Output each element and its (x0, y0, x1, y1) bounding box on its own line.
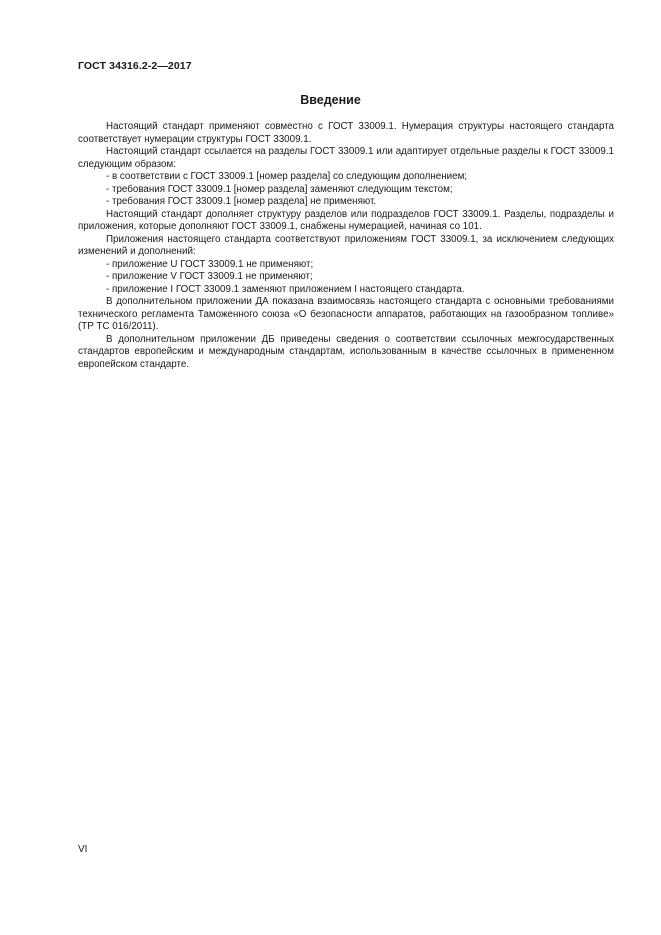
page-number: VI (78, 844, 88, 855)
list-item: - в соответствии с ГОСТ 33009.1 [номер раздела] со следующим дополнением; (106, 171, 468, 182)
body-text (78, 121, 614, 371)
list-item: - приложение U ГОСТ 33009.1 не применяют; (106, 258, 314, 270)
paragraph: Настоящий стандарт дополняет структуру разделов или подразделов ГОСТ 33009.1. Разделы, подразделы и приложения, которые дополняют ГОСТ 33009.1, снабжены нумерацией, начиная со 101. (78, 208, 614, 232)
paragraph: Приложения настоящего стандарта соответствуют приложениям ГОСТ 33009.1, за исключением следующих изменений и дополнений: (78, 233, 614, 257)
paragraph: В дополнительном приложении ДБ приведены сведения о соответствии ссылочных межгосударственных стандартов европейским и международным стандартам, использованным в качестве ссылочных в примененном европейском стандарте. (78, 333, 614, 370)
paragraph: В дополнительном приложении ДА показана взаимосвязь настоящего стандарта с основными требованиями технического регламента Таможенного союза «О безопасности аппаратов, работающих на газообразном топливе» (ТР ТС 016/2011). (78, 296, 614, 332)
paragraph: Настоящий стандарт применяют совместно с ГОСТ 33009.1. Нумерация структуры настоящего стандарта соответствует нумерации структуры ГОСТ 33009.1. (78, 121, 614, 145)
list-item: - требования ГОСТ 33009.1 [номер раздела] не применяют. (106, 196, 377, 207)
list-item: - приложение V ГОСТ 33009.1 не применяют; (106, 271, 313, 282)
document-header-code: ГОСТ 34316.2-2—2017 (78, 60, 192, 72)
list-item: - приложение I ГОСТ 33009.1 заменяют приложением I настоящего стандарта. (106, 283, 465, 295)
section-title: Введение (300, 93, 361, 107)
paragraph: Настоящий стандарт ссылается на разделы ГОСТ 33009.1 или адаптирует отдельные разделы к ГОСТ 33009.1 следующим образом: (78, 146, 614, 170)
list-item: - требования ГОСТ 33009.1 [номер раздела] заменяют следующим текстом; (106, 183, 453, 195)
